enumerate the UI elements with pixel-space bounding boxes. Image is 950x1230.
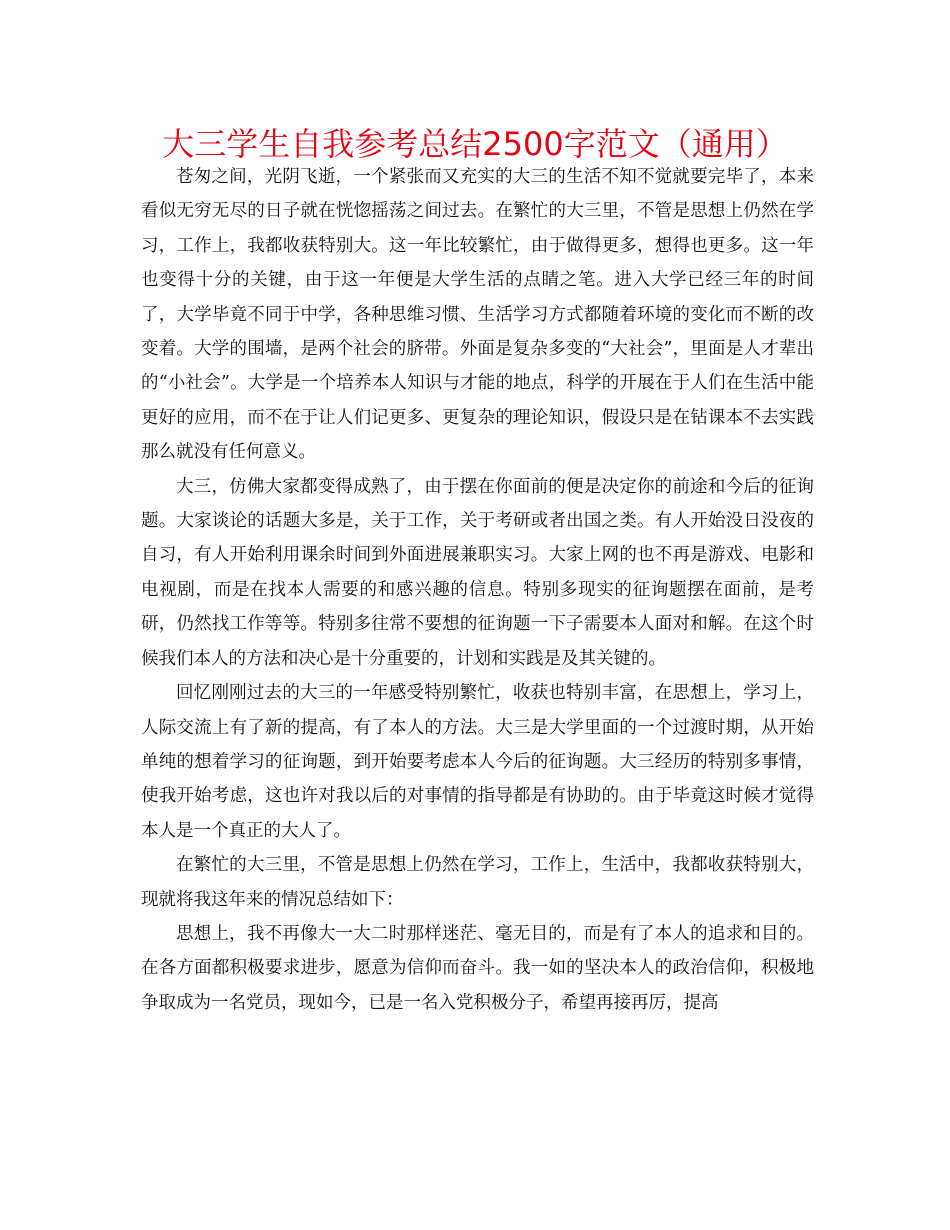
paragraph: 大三，仿佛大家都变得成熟了，由于摆在你面前的便是决定你的前途和今后的征询题。大家谈论的话题大多是，关于工作，关于考研或者出国之类。有人开始没日没夜的自习，有人开始利用课余时间到外面进展兼职实习。大家上网的也不再是游戏、电影和电视剧，而是在找本人需要的和感兴趣的信息。特别多现实的征询题摆在面前，是考研，仍然找工作等等。特别多往常不要想的征询题一下子需要本人面对和解。在这个时候我们本人的方法和决心是十分重要的，计划和实践是及其关键的。	[141, 476, 814, 669]
paragraph: 回忆刚刚过去的大三的一年感受特别繁忙，收获也特别丰富，在思想上，学习上，人际交流上有了新的提高，有了本人的方法。大三是大学里面的一个过渡时期，从开始单纯的想着学习的征询题，到开始要考虑本人今后的征询题。大三经历的特别多事情，使我开始考虑，这也许对我以后的对事情的指导都是有协助的。由于毕竟这时候才觉得本人是一个真正的大人了。	[141, 683, 814, 841]
paragraph: 在繁忙的大三里，不管是思想上仍然在学习，工作上，生活中，我都收获特别大，现就将我这年来的情况总结如下：	[141, 855, 814, 910]
paragraph: 思想上，我不再像大一大二时那样迷茫、毫无目的，而是有了本人的追求和目的。在各方面都积极要求进步，愿意为信仰而奋斗。我一如的坚决本人的政治信仰，积极地争取成为一名党员，现如今，已是一名入党积极分子，希望再接再厉，提高	[141, 923, 814, 1013]
document-body	[141, 160, 814, 1020]
paragraph: 苍匆之间，光阴飞逝，一个紧张而又充实的大三的生活不知不觉就要完毕了，本来看似无穷无尽的日子就在恍惚摇荡之间过去。在繁忙的大三里，不管是思想上仍然在学习，工作上，我都收获特别大。这一年比较繁忙，由于做得更多，想得也更多。这一年也变得十分的关键，由于这一年便是大学生活的点睛之笔。进入大学已经三年的时间了，大学毕竟不同于中学，各种思维习惯、生活学习方式都随着环境的变化而不断的改变着。大学的围墙，是两个社会的脐带。外面是复杂多变的“大社会”，里面是人才辈出的“小社会”。大学是一个培养本人知识与才能的地点，科学的开展在于人们在生活中能更好的应用，而不在于让人们记更多、更复杂的理论知识，假设只是在钻课本不去实践那么就没有任何意义。	[141, 167, 814, 463]
document-title: 大三学生自我参考总结2500字范文（通用）	[162, 125, 788, 163]
